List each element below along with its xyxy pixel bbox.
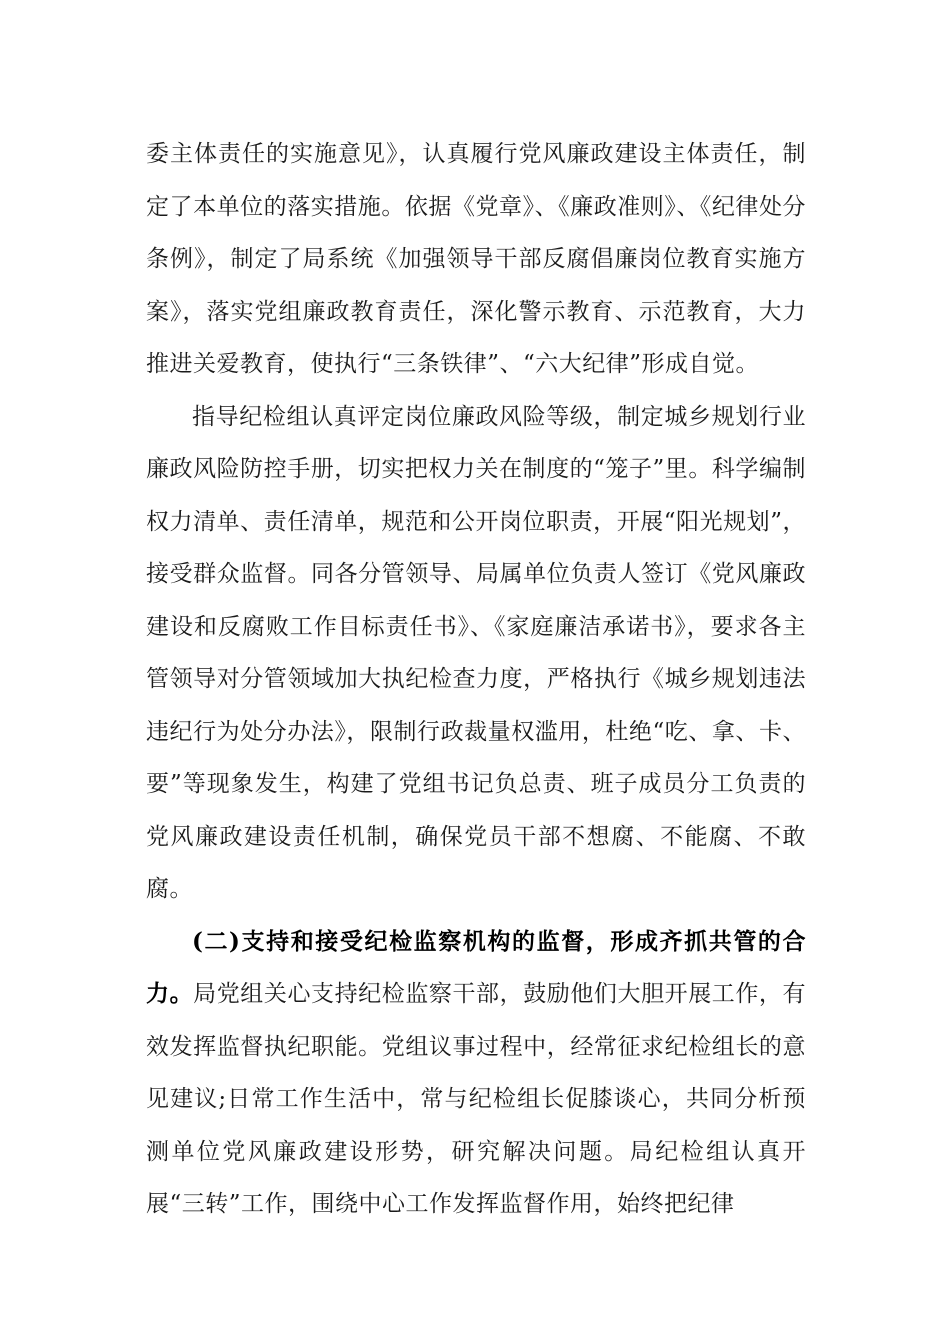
paragraph-3 xyxy=(146,916,806,1231)
paragraph-1-text: 委主体责任的实施意见》，认真履行党风廉政建设主体责任，制定了本单位的落实措施。依据《党章》、《廉政准则》、《纪律处分条例》，制定了局系统《加强领导干部反腐倡廉岗位教育实施方案》，落实党组廉政教育责任，深化警示教育、示范教育，大力推进关爱教育，使执行“三条铁律”、“六大纪律”形成自觉。 xyxy=(146,141,806,377)
document-body xyxy=(146,128,806,1231)
paragraph-2 xyxy=(146,391,806,916)
paragraph-1 xyxy=(146,128,806,391)
paragraph-2-text: 指导纪检组认真评定岗位廉政风险等级，制定城乡规划行业廉政风险防控手册，切实把权力关在制度的“笼子”里。科学编制权力清单、责任清单，规范和公开岗位职责，开展“阳光规划”，接受群众监督。同各分管领导、局属单位负责人签订《党风廉政建设和反腐败工作目标责任书》、《家庭廉洁承诺书》，要求各主管领导对分管领域加大执纪检查力度，严格执行《城乡规划违法违纪行为处分办法》，限制行政裁量权滥用，杜绝“吃、拿、卡、要”等现象发生，构建了党组书记负总责、班子成员分工负责的党风廉政建设责任机制，确保党员干部不想腐、不能腐、不敢腐。 xyxy=(146,403,806,902)
paragraph-3-text: 局党组关心支持纪检监察干部，鼓励他们大胆开展工作，有效发挥监督执纪职能。党组议事过程中，经常征求纪检组长的意见建议;日常工作生活中，常与纪检组长促膝谈心，共同分析预测单位党风廉政建设形势，研究解决问题。局纪检组认真开展“三转”工作，围绕中心工作发挥监督作用，始终把纪律 xyxy=(146,981,807,1217)
section-heading-2: (二)支持和接受纪检监察机构的监督，形成齐抓共管的合力。 xyxy=(146,927,806,1007)
